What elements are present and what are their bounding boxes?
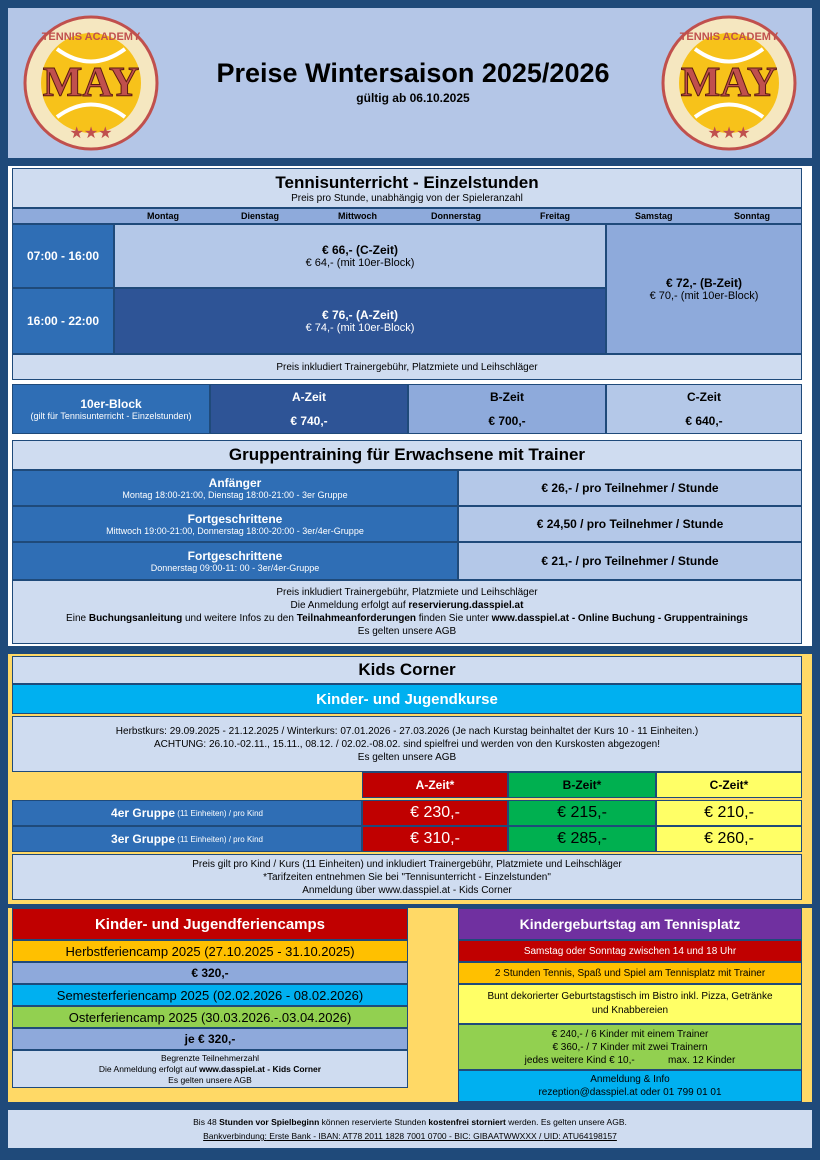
logo-left <box>22 14 160 152</box>
birthday-food: Bunt dekorierter Geburtstagstisch im Bistro inkl. Pizza, Getränke und Knabbereien <box>458 984 802 1024</box>
gruppe-row-1-label: Anfänger Montag 18:00-21:00, Dienstag 18:00-21:00 - 3er Gruppe <box>12 470 458 506</box>
kids-row-1-a: € 230,- <box>362 800 508 826</box>
kids-row-2-a: € 310,- <box>362 826 508 852</box>
footer-cancel-info: Bis 48 Stunden vor Spielbeginn können reservierte Stunden kostenfrei storniert werden. Es gelten unsere AGB. <box>193 1117 627 1127</box>
block-label: 10er-Block (gilt für Tennisunterricht - Einzelstunden) <box>12 384 210 434</box>
camp-price-2: je € 320,- <box>12 1028 408 1050</box>
day-donnerstag: Donnerstag <box>431 211 482 221</box>
gruppe-row-2-label: Fortgeschrittene Mittwoch 19:00-21:00, Donnerstag 18:00-20:00 - 3er/4er-Gruppe <box>12 506 458 542</box>
kids-subtitle: Kinder- und Jugendkurse <box>316 690 498 708</box>
kids-head-a: A-Zeit* <box>362 772 508 798</box>
svg-text:★★★: ★★★ <box>707 125 751 142</box>
kids-row-2-label: 3er Gruppe (11 Einheiten) / pro Kind <box>12 826 362 852</box>
birthday-activity: 2 Stunden Tennis, Spaß und Spiel am Tennisplatz mit Trainer <box>458 962 802 984</box>
days-row <box>12 208 802 224</box>
kids-head-c: C-Zeit* <box>656 772 802 798</box>
day-sonntag: Sonntag <box>734 211 770 221</box>
svg-text:★★★: ★★★ <box>69 125 113 142</box>
slot-morning: 07:00 - 16:00 <box>12 224 114 288</box>
camps-note: Begrenzte Teilnehmerzahl Die Anmeldung erfolgt auf www.dasspiel.at - Kids Corner Es gelten unsere AGB <box>12 1050 408 1088</box>
logo-right <box>660 14 798 152</box>
kids-row-1-label: 4er Gruppe (11 Einheiten) / pro Kind <box>12 800 362 826</box>
header-title-block <box>168 58 658 105</box>
page-subtitle: gültig ab 06.10.2025 <box>356 91 470 105</box>
einzel-title: Tennisunterricht - Einzelstunden <box>275 172 539 192</box>
gruppe-title: Gruppentraining für Erwachsene mit Trainer <box>228 445 586 464</box>
slot-evening: 16:00 - 22:00 <box>12 288 114 354</box>
einzel-subtitle: Preis pro Stunde, unabhängig von der Spieleranzahl <box>291 192 523 204</box>
day-montag: Montag <box>147 211 179 221</box>
kids-head-b: B-Zeit* <box>508 772 656 798</box>
camps-title-box <box>12 908 408 940</box>
day-mittwoch: Mittwoch <box>338 211 377 221</box>
kids-row-2-c: € 260,- <box>656 826 802 852</box>
tennis-academy-logo <box>660 14 798 152</box>
tennis-academy-logo <box>22 14 160 152</box>
kids-row-1-b: € 215,- <box>508 800 656 826</box>
svg-text:MAY: MAY <box>680 60 778 106</box>
kids-info: Herbstkurs: 29.09.2025 - 21.12.2025 / Winterkurs: 07.01.2026 - 27.03.2026 (Je nach Kurstag beinhaltet der Kurs 10 - 11 Einheiten.) ACHTUNG: 26.10.-02.11., 15.11., 08.12. / 02.02.-08.02. sind spielfrei und werden von den Kurskosten abgezogen! Es gelten unsere AGB <box>12 716 802 772</box>
gruppe-info: Preis inkludiert Trainergebühr, Platzmiete und Leihschläger Die Anmeldung erfolgt auf reservierung.dasspiel.at Eine Buchungsanleitung und weitere Infos zu den Teilnahmeanforderungen finden Sie unter www.dasspiel.at - Online Buchung - Gruppentrainings Es gelten unsere AGB <box>12 580 802 644</box>
kids-row-2-b: € 285,- <box>508 826 656 852</box>
kids-note: Preis gilt pro Kind / Kurs (11 Einheiten) und inkludiert Trainergebühr, Platzmiete und Leihschläger *Tarifzeiten entnehmen Sie bei "Tennisunterricht - Einzelstunden" Anmeldung über www.dasspiel.at - Kids Corner <box>12 854 802 900</box>
b-zeit-cell: € 72,- (B-Zeit) € 70,- (mit 10er-Block) <box>606 224 802 354</box>
kids-title: Kids Corner <box>358 660 456 679</box>
birthday-prices: € 240,- / 6 Kinder mit einem Trainer € 360,- / 7 Kinder mit zwei Trainern jedes weitere Kind € 10,- max. 12 Kinder <box>458 1024 802 1070</box>
header <box>6 6 814 160</box>
gruppe-row-1-price: € 26,- / pro Teilnehmer / Stunde <box>458 470 802 506</box>
block-b: B-Zeit € 700,- <box>408 384 606 434</box>
kids-subtitle-box <box>12 684 802 714</box>
birthday-time: Samstag oder Sonntag zwischen 14 und 18 Uhr <box>458 940 802 962</box>
block-a: A-Zeit € 740,- <box>210 384 408 434</box>
footer <box>6 1108 814 1150</box>
svg-text:TENNIS ACADEMY: TENNIS ACADEMY <box>679 31 779 43</box>
camp-herbst: Herbstferiencamp 2025 (27.10.2025 - 31.10.2025) <box>12 940 408 962</box>
birthday-title-box <box>458 908 802 940</box>
day-freitag: Freitag <box>540 211 571 221</box>
gruppe-row-3-price: € 21,- / pro Teilnehmer / Stunde <box>458 542 802 580</box>
svg-text:MAY: MAY <box>42 60 140 106</box>
einzel-title-box <box>12 168 802 208</box>
block-c: C-Zeit € 640,- <box>606 384 802 434</box>
birthday-contact: Anmeldung & Info rezeption@dasspiel.at oder 01 799 01 01 <box>458 1070 802 1102</box>
camps-title: Kinder- und Jugendferiencamps <box>94 915 326 933</box>
gruppe-title-box <box>12 440 802 470</box>
day-dienstag: Dienstag <box>241 211 280 221</box>
footer-bank-info: Bankverbindung: Erste Bank - IBAN: AT78 2011 1828 7001 0700 - BIC: GIBAATWWXXX / UID: ATU64198157 <box>203 1131 617 1141</box>
a-zeit-cell: € 76,- (A-Zeit) € 74,- (mit 10er-Block) <box>114 288 606 354</box>
gruppe-row-3-label: Fortgeschrittene Donnerstag 09:00-11: 00 - 3er/4er-Gruppe <box>12 542 458 580</box>
day-samstag: Samstag <box>635 211 673 221</box>
camp-herbst-price: € 320,- <box>12 962 408 984</box>
gruppe-row-2-price: € 24,50 / pro Teilnehmer / Stunde <box>458 506 802 542</box>
birthday-title: Kindergeburtstag am Tennisplatz <box>519 916 741 932</box>
page-title: Preise Wintersaison 2025/2026 <box>216 58 610 88</box>
kids-title-box <box>12 656 802 684</box>
kids-row-1-c: € 210,- <box>656 800 802 826</box>
camp-semester: Semesterferiencamp 2025 (02.02.2026 - 08.02.2026) <box>12 984 408 1006</box>
c-zeit-cell: € 66,- (C-Zeit) € 64,- (mit 10er-Block) <box>114 224 606 288</box>
camp-oster: Osterferiencamp 2025 (30.03.2026.-.03.04.2026) <box>12 1006 408 1028</box>
einzel-note: Preis inkludiert Trainergebühr, Platzmiete und Leihschläger <box>12 354 802 380</box>
svg-text:TENNIS ACADEMY: TENNIS ACADEMY <box>41 31 141 43</box>
